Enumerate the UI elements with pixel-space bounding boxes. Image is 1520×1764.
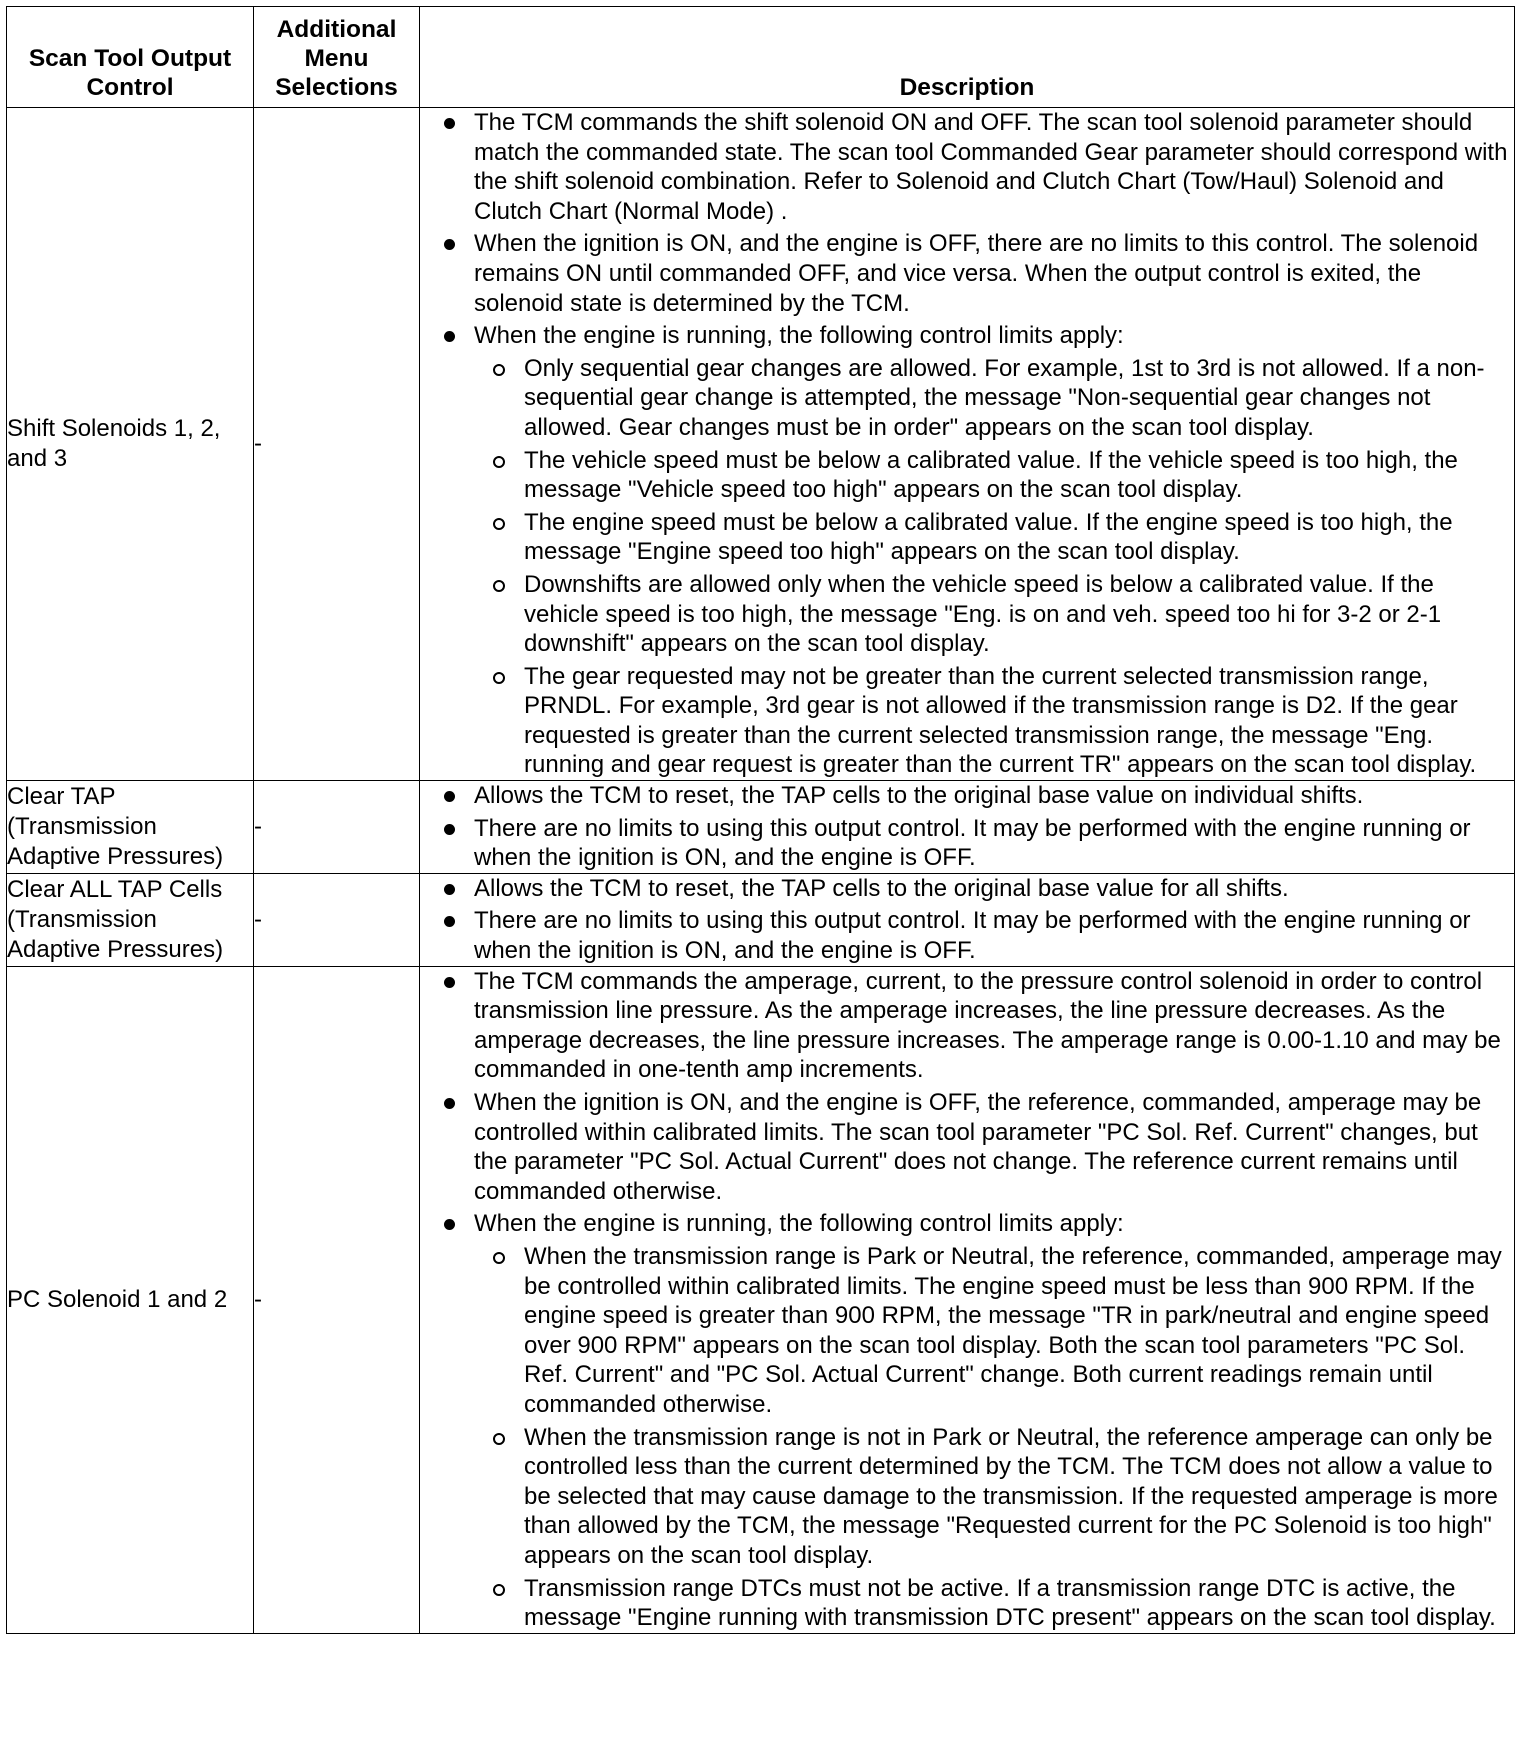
- row-description: [420, 873, 1515, 966]
- table-row: [7, 781, 1515, 874]
- bullet-text: When the ignition is ON, and the engine is OFF, the reference, commanded, amperage may be controlled within calibrated limits. The scan tool parameter "PC Sol. Ref. Current" changes, but the parameter "PC Sol. Actual Current" does not change. The reference current remains until commanded otherwise.: [474, 1089, 1482, 1205]
- bullet-text: When the ignition is ON, and the engine is OFF, there are no limits to this control. The solenoid remains ON until commanded OFF, and vice versa. When the output control is exited, the solenoid state is determined by the TCM.: [474, 230, 1479, 317]
- bullet-item: [420, 906, 1514, 965]
- row-description: [420, 781, 1515, 874]
- row-menu: -: [254, 781, 420, 874]
- bullet-item: [420, 1088, 1514, 1206]
- bullet-text: The TCM commands the amperage, current, to the pressure control solenoid in order to control transmission line pressure. As the amperage increases, the line pressure decreases. As the amperage decreases, the line pressure increases. The amperage range is 0.00-1.10 and may be commanded in one-tenth amp increments.: [474, 967, 1501, 1084]
- table-row: [7, 873, 1515, 966]
- row-control: Clear ALL TAP Cells (Transmission Adaptive Pressures): [7, 873, 254, 966]
- sub-bullet-text: Transmission range DTCs must not be active. If a transmission range DTC is active, the message "Engine running with transmission DTC present" appears on the scan tool display.: [524, 1574, 1496, 1632]
- sub-bullet-text: The gear requested may not be greater than the current selected transmission range, PRNDL. For example, 3rd gear is not allowed if the transmission range is D2. If the gear requested is greater than the current selected transmission range, the message "Eng. running and gear request is greater than the current TR" appears on the scan tool display.: [524, 662, 1477, 779]
- bullet-item: [420, 321, 1514, 780]
- sub-bullet-item: [474, 662, 1514, 780]
- bullet-text: The TCM commands the shift solenoid ON and OFF. The scan tool solenoid parameter should match the commanded state. The scan tool Commanded Gear parameter should correspond with the shift solenoid combination. Refer to Solenoid and Clutch Chart (Tow/Haul) Solenoid and Clutch Chart (Normal Mode) .: [474, 109, 1508, 225]
- bullet-text: There are no limits to using this output control. It may be performed with the engine running or when the ignition is ON, and the engine is OFF.: [474, 907, 1471, 965]
- sub-bullet-item: [474, 508, 1514, 567]
- row-control: Clear TAP (Transmission Adaptive Pressures): [7, 781, 254, 874]
- bullet-text: Allows the TCM to reset, the TAP cells to the original base value on individual shifts.: [474, 782, 1364, 810]
- bullet-item: [420, 1209, 1514, 1632]
- sub-bullet-text: Only sequential gear changes are allowed. For example, 1st to 3rd is not allowed. If a non-sequential gear change is attempted, the message "Non-sequential gear changes not allowed. Gear changes must be in order" appears on the scan tool display.: [524, 354, 1485, 441]
- sub-bullet-item: [474, 1423, 1514, 1571]
- row-control: Shift Solenoids 1, 2, and 3: [7, 108, 254, 781]
- sub-bullet-item: [474, 1574, 1514, 1633]
- table-row: [7, 108, 1515, 781]
- row-description: [420, 966, 1515, 1633]
- sub-bullet-item: [474, 446, 1514, 505]
- row-menu: -: [254, 873, 420, 966]
- sub-bullet-item: [474, 570, 1514, 659]
- row-description: [420, 108, 1515, 781]
- sub-bullet-text: When the transmission range is not in Park or Neutral, the reference amperage can only be controlled less than the current determined by the TCM. The TCM does not allow a value to be selected that may cause damage to the transmission. If the requested amperage is more than allowed by the TCM, the message "Requested current for the PC Solenoid is too high" appears on the scan tool display.: [524, 1423, 1498, 1569]
- sub-bullet-text: The engine speed must be below a calibrated value. If the engine speed is too high, the message "Engine speed too high" appears on the scan tool display.: [524, 508, 1453, 566]
- bullet-item: [420, 967, 1514, 1085]
- bullet-item: [420, 781, 1514, 811]
- bullet-item: [420, 814, 1514, 873]
- bullet-item: [420, 229, 1514, 318]
- bullet-item: [420, 108, 1514, 226]
- row-control: PC Solenoid 1 and 2: [7, 966, 254, 1633]
- header-menu: Additional Menu Selections: [254, 7, 420, 108]
- sub-bullet-text: When the transmission range is Park or Neutral, the reference, commanded, amperage may be controlled within calibrated limits. The engine speed must be less than 900 RPM. If the engine speed is greater than 900 RPM, the message "TR in park/neutral and engine speed over 900 RPM" appears on the scan tool display. Both the scan tool parameters "PC Sol. Ref. Current" and "PC Sol. Actual Current" change. Both current readings remain until commanded otherwise.: [524, 1242, 1502, 1418]
- sub-bullet-text: Downshifts are allowed only when the vehicle speed is below a calibrated value. If the vehicle speed is too high, the message "Eng. is on and veh. speed too hi for 3-2 or 2-1 downshift" appears on the scan tool display.: [524, 570, 1442, 658]
- sub-bullet-text: The vehicle speed must be below a calibrated value. If the vehicle speed is too high, the message "Vehicle speed too high" appears on the scan tool display.: [524, 446, 1458, 504]
- bullet-text: When the engine is running, the following control limits apply:: [474, 322, 1124, 350]
- table-row: [7, 966, 1515, 1633]
- table-header-row: [7, 7, 1515, 108]
- row-menu: -: [254, 966, 420, 1633]
- bullet-text: There are no limits to using this output control. It may be performed with the engine running or when the ignition is ON, and the engine is OFF.: [474, 814, 1471, 872]
- header-control: Scan Tool Output Control: [7, 7, 254, 108]
- bullet-text: When the engine is running, the following control limits apply:: [474, 1210, 1124, 1238]
- sub-bullet-item: [474, 1242, 1514, 1420]
- row-menu: -: [254, 108, 420, 781]
- bullet-item: [420, 874, 1514, 904]
- header-description: Description: [420, 7, 1515, 108]
- sub-bullet-item: [474, 354, 1514, 443]
- output-control-table: [6, 6, 1515, 1634]
- bullet-text: Allows the TCM to reset, the TAP cells to the original base value for all shifts.: [474, 874, 1289, 902]
